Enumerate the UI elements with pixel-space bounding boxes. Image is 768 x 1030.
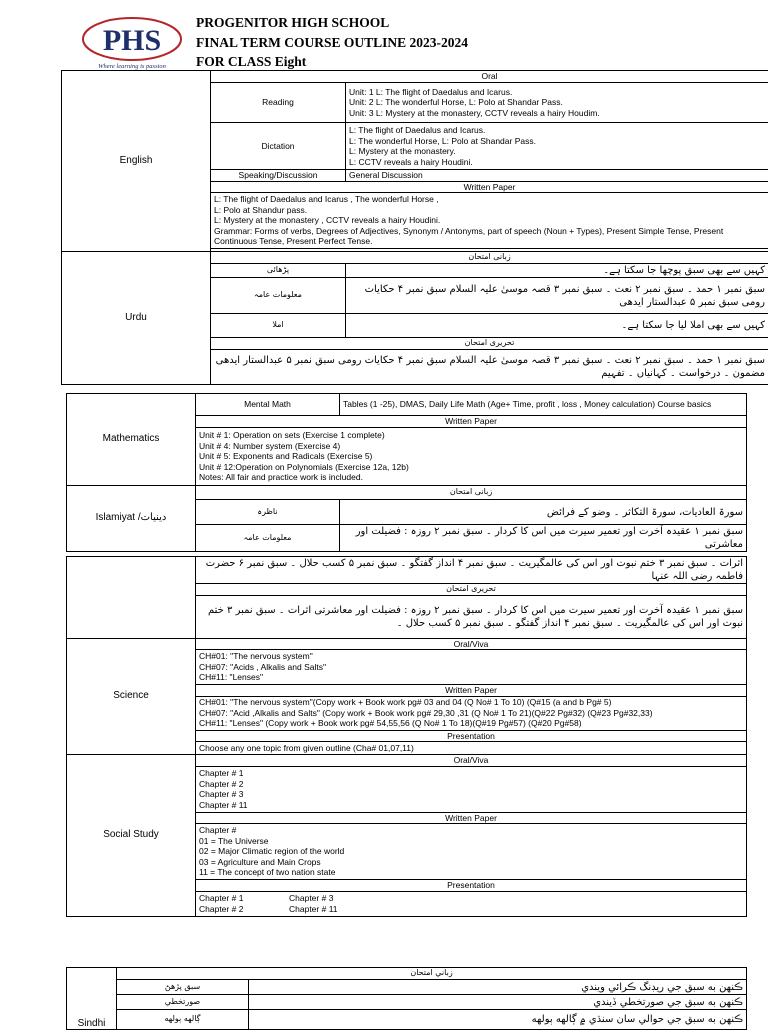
social-oral-content: Chapter # 1 Chapter # 2 Chapter # 3 Chapter # 11: [196, 766, 747, 812]
science-written-content: CH#01: "The nervous system"(Copy work + Book work pg# 03 and 04 (Q No# 1 To 10) (Q#15 (a and b Pg# 5) CH#07: "Acid ,Alkalis and Salts" (Copy work + Book work pg# 29,30 ,31 (Q No# 1 To 21)(Q#22 Pg#32) (Q#23 Pg#32,33) CH#11: "Lenses" (Copy work + Book work pg# 54,55,56 (Q No# 1 To 18)(Q#19 Pg#57) (Q#20 Pg#58): [196, 696, 747, 730]
urdu-reading-content: کہیں سے بھی سبق پوچھا جا سکتا ہے۔: [346, 264, 768, 278]
urdu-written-heading: تحریری امتحان: [211, 338, 768, 350]
sindhi-oral-heading: زباني امتحان: [117, 968, 747, 980]
sindhi-table: [66, 967, 747, 1030]
sindhi-spelling-content: ڪنهن به سبق جي صورتخطي ڏيندي: [249, 995, 747, 1010]
urdu-dictation-label: املا: [211, 314, 346, 338]
social-presentation-content: Chapter # 1 Chapter # 2 Chapter # 3 Chapter # 11: [196, 891, 747, 916]
science-presentation-content: Choose any one topic from given outline (Cha# 01,07,11): [196, 742, 747, 755]
urdu-gk-content: سبق نمبر ۱ حمد ۔ سبق نمبر ۲ نعت ۔ سبق نمبر ۳ قصہ موسیٰ علیہ السلام سبق نمبر ۴ حکایات رومی سبق نمبر ۵ عبدالستار ایدھی: [346, 278, 768, 314]
english-written-content: L: The flight of Daedalus and Icarus , The wonderful Horse , L: Polo at Shandur pass. L: Mystery at the monastery , CCTV reveals a hairy Houdini. Grammar: Forms of verbs, Degrees of Adjectives, Synonym / Antonyms, part of speech (Noun + Types), Present Simple Tense, Present Continuous Tense, Present Perfect Tense.: [211, 193, 768, 249]
urdu-subject: Urdu: [62, 252, 211, 385]
math-written-heading: Written Paper: [196, 416, 747, 428]
sindhi-spelling-label: صورتخطي: [117, 995, 249, 1010]
speaking-label: Speaking/Discussion: [211, 170, 346, 182]
speaking-content: General Discussion: [346, 170, 768, 182]
science-presentation-heading: Presentation: [196, 730, 747, 742]
reading-label: Reading: [211, 83, 346, 123]
social-written-content: Chapter # 01 = The Universe 02 = Major Climatic region of the world 03 = Agriculture and Main Crops 11 = The concept of two nation state: [196, 824, 747, 880]
nazira-content: سورۃ العادیات، سورۃ التکاثر ۔ وضو کے فرائض: [340, 500, 747, 525]
islamiyat-written-heading: تحریری امتحان: [196, 584, 747, 596]
page-header: [196, 13, 468, 72]
social-subject: Social Study: [67, 755, 196, 917]
islamiyat-oral-heading: زبانی امتحان: [196, 486, 747, 500]
urdu-reading-label: پڑھائی: [211, 264, 346, 278]
islamiyat-gk-content: سبق نمبر ۱ عقیدہ آخرت اور تعمیر سیرت میں اس کا کردار ۔ سبق نمبر ۲ روزہ : فضیلت اور معاشرتی: [340, 525, 747, 552]
sindhi-conversation-content: ڪنهن به سبق جي حوالي سان سنڌي ۾ ڳالهه ٻولهه: [249, 1010, 747, 1030]
social-written-heading: Written Paper: [196, 812, 747, 824]
urdu-dictation-content: کہیں سے بھی املا لیا جا سکتا ہے۔: [346, 314, 768, 338]
urdu-oral-heading: زبانی امتحان: [211, 252, 768, 264]
islamiyat-cont-content: اثرات ۔ سبق نمبر ۳ ختم نبوت اور اس کی عالمگیریت ۔ سبق نمبر ۴ انداز گفتگو ۔ سبق نمبر ۵ کسب حلال ۔ سبق نمبر ۶ حضرت فاطمہ رضی اللہ عنہا: [196, 557, 747, 584]
islamiyat-subject: Islamiyat /دینیات: [67, 486, 196, 552]
sindhi-conversation-label: ڳالهه ٻولهه: [117, 1010, 249, 1030]
outline-title: FINAL TERM COURSE OUTLINE 2023-2024: [196, 33, 468, 53]
class-title: FOR CLASS Eight: [196, 52, 468, 72]
social-presentation-heading: Presentation: [196, 880, 747, 892]
school-logo: [80, 16, 184, 70]
sindhi-reading-label: سبق پڙهڻ: [117, 980, 249, 995]
english-written-heading: Written Paper: [211, 181, 768, 193]
science-social-table: [66, 556, 747, 917]
nazira-label: ناظرہ: [196, 500, 340, 525]
sindhi-reading-content: ڪنهن به سبق جي ريڊنگ ڪرائي ويندي: [249, 980, 747, 995]
school-name: PROGENITOR HIGH SCHOOL: [196, 13, 468, 33]
science-written-heading: Written Paper: [196, 685, 747, 697]
english-subject: English: [62, 71, 211, 252]
math-written-content: Unit # 1: Operation on sets (Exercise 1 complete) Unit # 4: Number system (Exercise 4) Unit # 5: Exponents and Radicals (Exercise 5) Unit # 12:Operation on Polynomials (Exercise 12a, 12b) Notes: All fair and practice work is included.: [196, 428, 747, 486]
mental-math-label: Mental Math: [196, 394, 340, 416]
islamiyat-cont-blank: [67, 557, 196, 639]
science-oral-heading: Oral/Viva: [196, 638, 747, 650]
logo-tagline: Where learning is passion: [98, 63, 166, 70]
math-islamiyat-table: [66, 393, 747, 552]
science-subject: Science: [67, 638, 196, 755]
science-oral-content: CH#01: "The nervous system" CH#07: "Acids , Alkalis and Salts" CH#11: "Lenses": [196, 650, 747, 685]
urdu-written-content: سبق نمبر ۱ حمد ۔ سبق نمبر ۲ نعت ۔ سبق نمبر ۳ قصہ موسیٰ علیہ السلام سبق نمبر ۴ حکایات رومی سبق نمبر ۵ عبدالستار ایدھی مضمون ۔ درخواست ۔ کہانیاں ۔ تفہیم: [211, 350, 768, 385]
dictation-content: L: The flight of Daedalus and Icarus. L: The wonderful Horse, L: Polo at Shandar Pass. L: Mystery at the monastery. L: CCTV reveals a hairy Houdini.: [346, 123, 768, 170]
islamiyat-written-content: سبق نمبر ۱ عقیدہ آخرت اور تعمیر سیرت میں اس کا کردار ۔ سبق نمبر ۲ روزہ : فضیلت اور معاشرتی اثرات ۔ سبق نمبر ۳ ختم نبوت اور اس کی عالمگیریت ۔ سبق نمبر ۴ انداز گفتگو ۔ سبق نمبر ۵ کسب حلال ۔: [196, 595, 747, 638]
logo-text: PHS: [103, 24, 161, 57]
reading-content: Unit: 1 L: The flight of Daedalus and Icarus. Unit: 2 L: The wonderful Horse, L: Polo at Shandar Pass. Unit: 3 L: Mystery at the monastery, CCTV reveals a hairy Houdim.: [346, 83, 768, 123]
social-oral-heading: Oral/Viva: [196, 755, 747, 767]
mental-math-content: Tables (1 -25), DMAS, Daily Life Math (Age+ Time, profit , loss , Money calculation) Course basics: [340, 394, 747, 416]
dictation-label: Dictation: [211, 123, 346, 170]
english-urdu-table: [61, 70, 768, 385]
islamiyat-gk-label: معلومات عامہ: [196, 525, 340, 552]
english-oral-heading: Oral: [211, 71, 768, 83]
urdu-gk-label: معلومات عامہ: [211, 278, 346, 314]
math-subject: Mathematics: [67, 394, 196, 486]
sindhi-subject: Sindhi: [67, 968, 117, 1030]
